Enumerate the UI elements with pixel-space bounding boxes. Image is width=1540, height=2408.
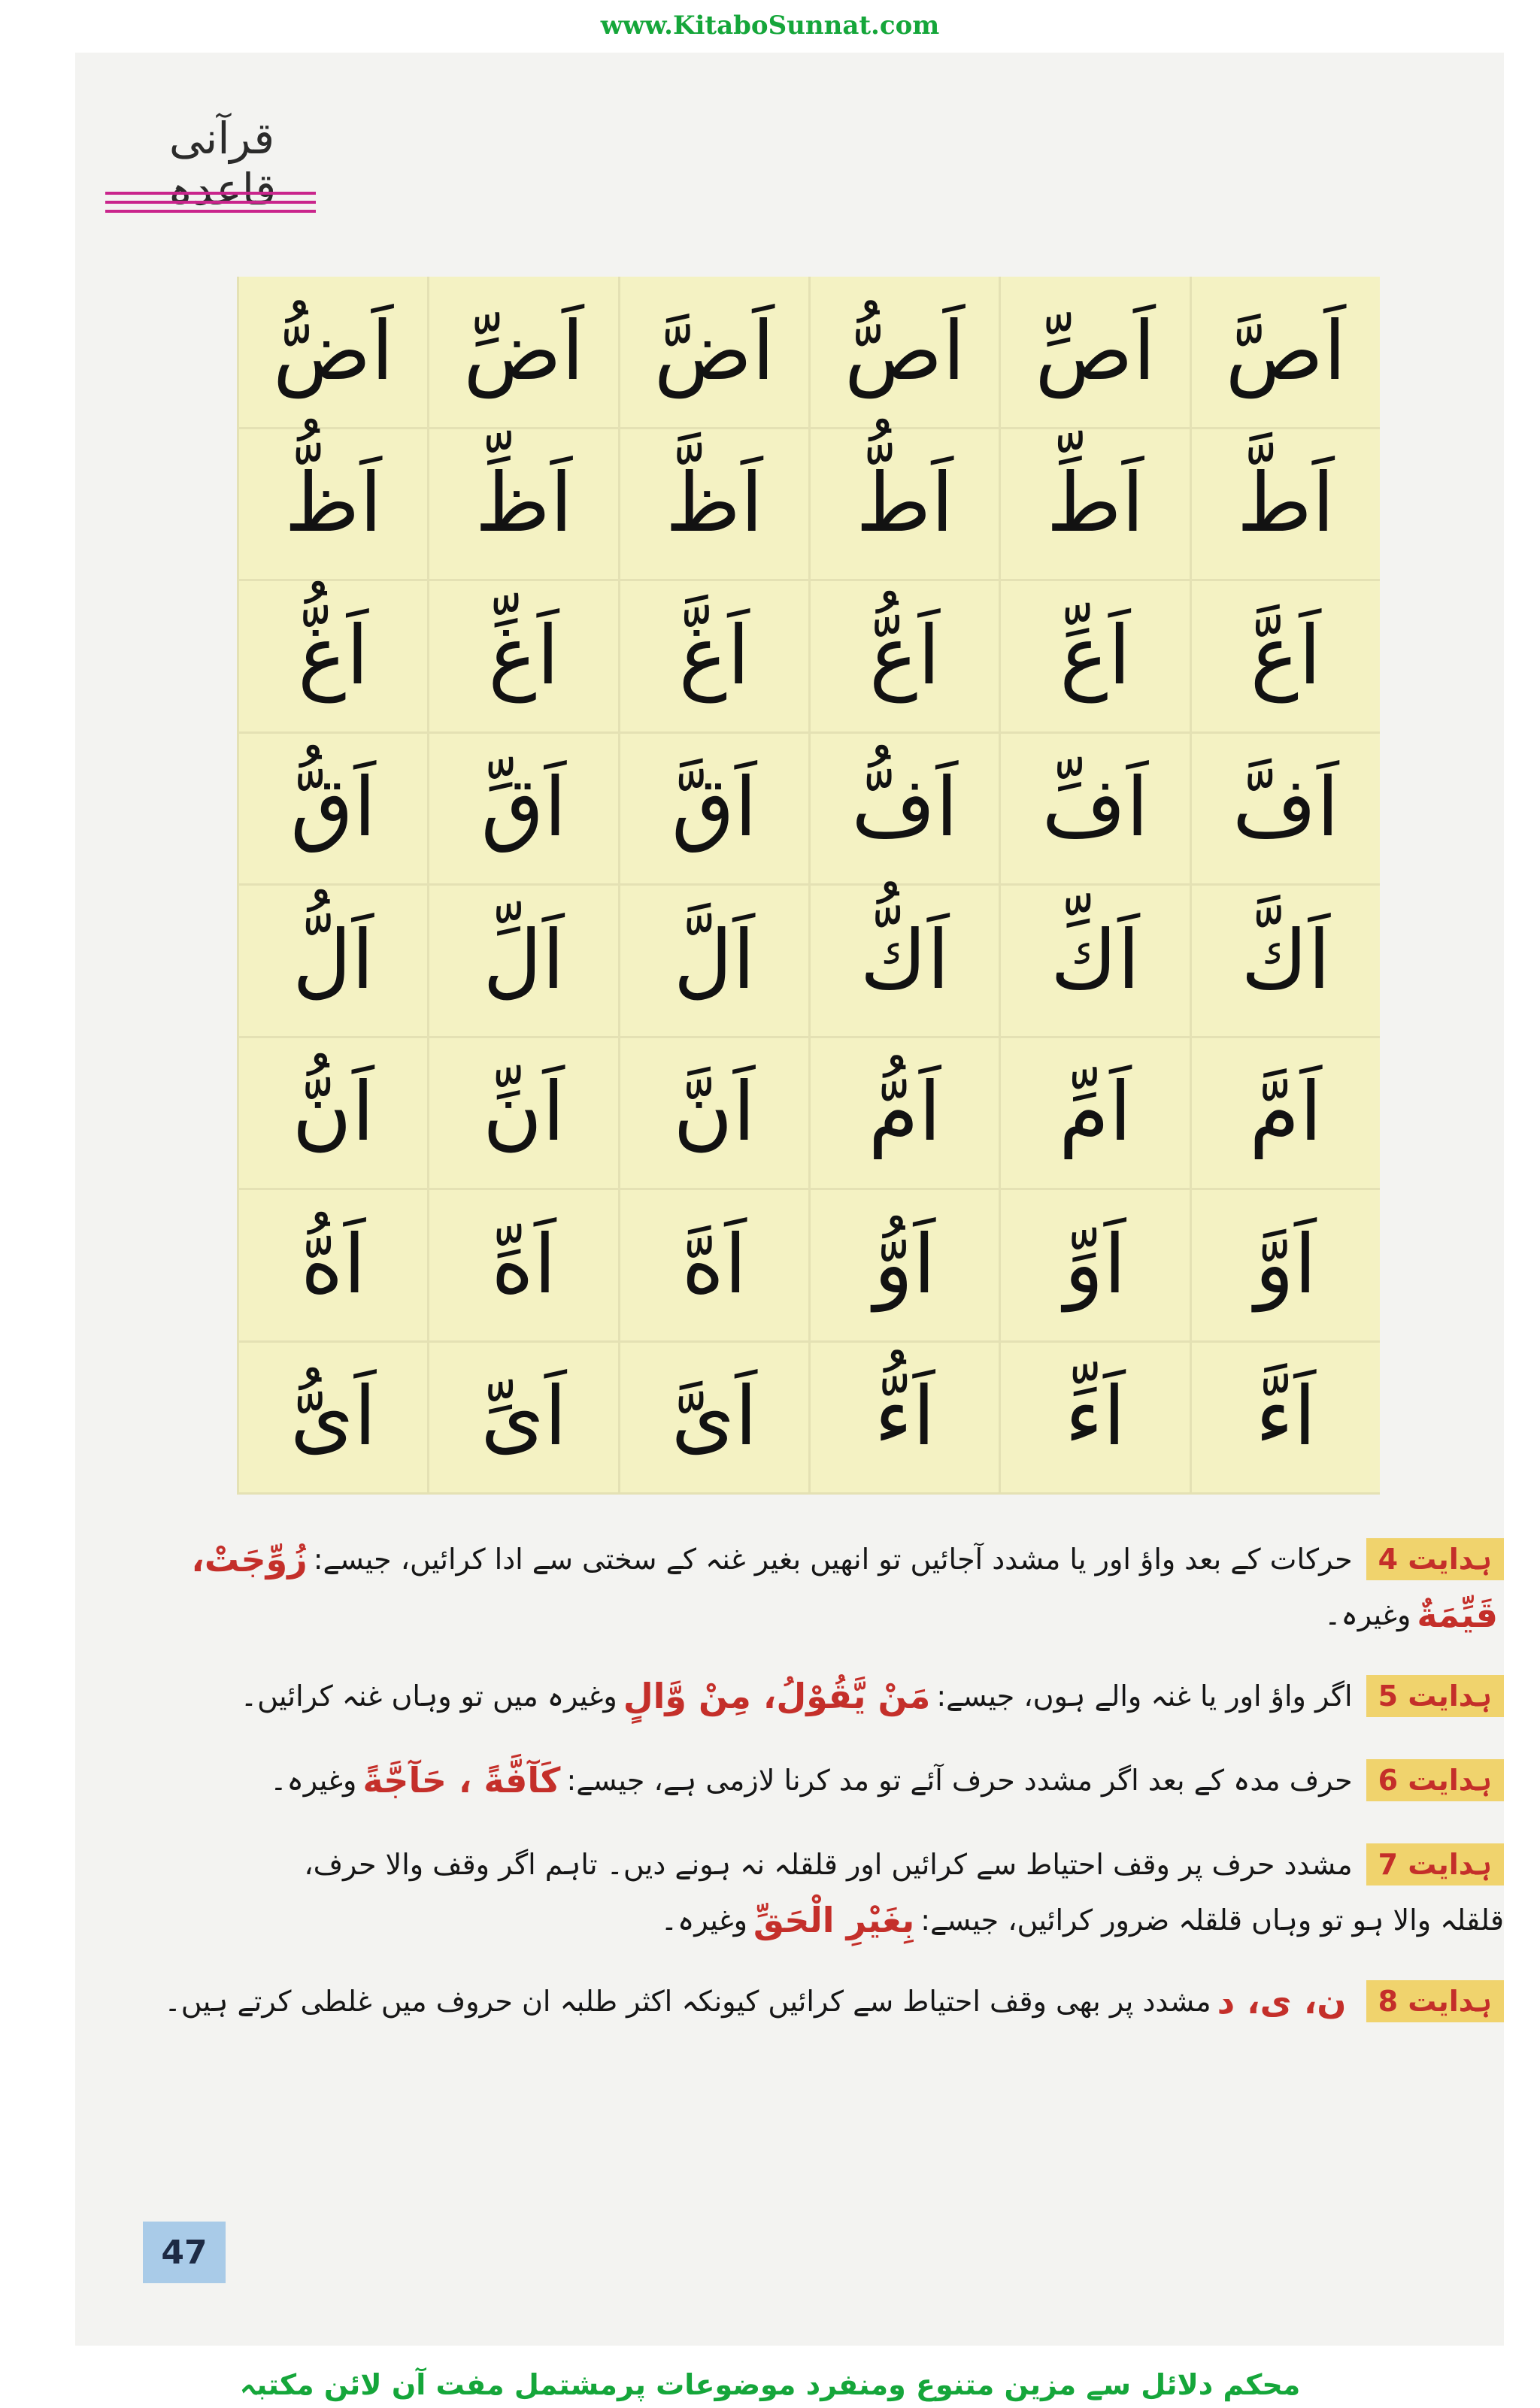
- letter-cell: اَلِّ: [427, 886, 617, 1038]
- instruction-7: [128, 1835, 1504, 1946]
- letter-cell: اَكُّ: [808, 886, 999, 1038]
- letter-cell: اَعُّ: [808, 581, 999, 734]
- letter-cell: اَوِّ: [999, 1190, 1189, 1343]
- instruction-5: [128, 1667, 1504, 1725]
- instruction-tag: ہدایت 6: [1366, 1759, 1504, 1801]
- letter-cell: اَفَّ: [1190, 734, 1380, 886]
- instruction-6: [128, 1751, 1504, 1810]
- letter-cell: اَظُّ: [237, 429, 427, 582]
- instruction-4: [128, 1530, 1504, 1641]
- letter-cell: اَصُّ: [808, 277, 999, 429]
- letter-cell: اَكِّ: [999, 886, 1189, 1038]
- instruction-text: وغیرہ۔: [1324, 1598, 1411, 1631]
- letter-cell: اَلَّ: [618, 886, 808, 1038]
- instruction-text: اگر واؤ اور یا غنہ والے ہوں، جیسے:: [936, 1680, 1353, 1713]
- book-title: قرآنی قاعدہ: [167, 113, 277, 215]
- letter-cell: اَیِّ: [427, 1343, 617, 1495]
- instruction-example: كَآفَّةً ، حَآجَّةً: [362, 1760, 561, 1801]
- instruction-8: [128, 1972, 1504, 2031]
- letter-cell: اَقِّ: [427, 734, 617, 886]
- instruction-example: زُوِّجَتْ،: [191, 1539, 308, 1580]
- instruction-text: قلقلہ والا ہو تو وہاں قلقلہ ضرور کرائیں، جیسے:: [920, 1904, 1504, 1937]
- letter-cell: اَوَّ: [1190, 1190, 1380, 1343]
- instruction-example: قَیِّمَةٌ: [1417, 1595, 1498, 1635]
- letter-cell: اَغَّ: [618, 581, 808, 734]
- letter-cell: اَصِّ: [999, 277, 1189, 429]
- letter-cell: اَمِّ: [999, 1038, 1189, 1191]
- letter-cell: اَفِّ: [999, 734, 1189, 886]
- letter-cell: اَكَّ: [1190, 886, 1380, 1038]
- letter-cell: اَنَّ: [618, 1038, 808, 1191]
- title-underline: [105, 192, 316, 213]
- instruction-example: ن، ی، د: [1217, 1981, 1347, 2022]
- letter-cell: اَیُّ: [237, 1343, 427, 1495]
- instruction-tag: ہدایت 8: [1366, 1980, 1504, 2022]
- letter-cell: اَفُّ: [808, 734, 999, 886]
- letter-cell: اَصَّ: [1190, 277, 1380, 429]
- letter-cell: اَهَّ: [618, 1190, 808, 1343]
- letter-cell: اَمَّ: [1190, 1038, 1380, 1191]
- letter-cell: اَلُّ: [237, 886, 427, 1038]
- letter-cell: اَضِّ: [427, 277, 617, 429]
- letter-cell: اَظَّ: [618, 429, 808, 582]
- letter-cell: اَضُّ: [237, 277, 427, 429]
- letter-cell: اَءِّ: [999, 1343, 1189, 1495]
- instruction-tag: ہدایت 5: [1366, 1675, 1504, 1717]
- letter-cell: اَغِّ: [427, 581, 617, 734]
- letter-cell: اَضَّ: [618, 277, 808, 429]
- letter-grid: [237, 277, 1380, 1495]
- letter-cell: اَیَّ: [618, 1343, 808, 1495]
- instruction-text: مشدد حرف پر وقف احتیاط سے کرائیں اور قلقلہ نہ ہونے دیں۔ تاہم اگر وقف والا حرف،: [304, 1848, 1353, 1881]
- letter-cell: اَطِّ: [999, 429, 1189, 582]
- letter-cell: اَطُّ: [808, 429, 999, 582]
- letter-cell: اَءَّ: [1190, 1343, 1380, 1495]
- letter-cell: اَهُّ: [237, 1190, 427, 1343]
- letter-cell: اَطَّ: [1190, 429, 1380, 582]
- letter-cell: اَمُّ: [808, 1038, 999, 1191]
- instructions-list: [128, 1530, 1504, 2056]
- instruction-text: مشدد پر بھی وقف احتیاط سے کرائیں کیونکہ اکثر طلبہ ان حروف میں غلطی کرتے ہیں۔: [164, 1985, 1211, 2018]
- instruction-example: بِغَيْرِ الْحَقِّ: [753, 1900, 915, 1940]
- letter-cell: اَنِّ: [427, 1038, 617, 1191]
- letter-cell: اَقَّ: [618, 734, 808, 886]
- letter-cell: اَقُّ: [237, 734, 427, 886]
- letter-cell: اَعِّ: [999, 581, 1189, 734]
- letter-cell: اَءُّ: [808, 1343, 999, 1495]
- letter-cell: اَهِّ: [427, 1190, 617, 1343]
- page-number: 47: [143, 2222, 226, 2283]
- instruction-text: حرکات کے بعد واؤ اور یا مشدد آجائیں تو انھیں بغیر غنہ کے سختی سے ادا کرائیں، جیسے:: [313, 1543, 1353, 1576]
- instruction-text: وغیرہ۔: [270, 1764, 357, 1797]
- footer-tagline[interactable]: محکم دلائل سے مزین متنوع ومنفرد موضوعات پرمشتمل مفت آن لائن مکتبہ: [239, 2368, 1301, 2401]
- letter-cell: اَوُّ: [808, 1190, 999, 1343]
- letter-cell: اَعَّ: [1190, 581, 1380, 734]
- instruction-tag: ہدایت 7: [1366, 1843, 1504, 1886]
- instruction-tag: ہدایت 4: [1366, 1538, 1504, 1580]
- instruction-example: مَنْ یَّقُوْلُ، مِنْ وَّالٍ: [623, 1676, 931, 1716]
- instruction-text: وغیرہ میں تو وہاں غنہ کرائیں۔: [240, 1680, 617, 1713]
- instruction-text: وغیرہ۔: [660, 1904, 747, 1937]
- letter-cell: اَغُّ: [237, 581, 427, 734]
- letter-cell: اَنُّ: [237, 1038, 427, 1191]
- instruction-text: حرف مدہ کے بعد اگر مشدد حرف آئے تو مد کرنا لازمی ہے، جیسے:: [566, 1764, 1353, 1797]
- site-url[interactable]: www.KitaboSunnat.com: [600, 11, 940, 41]
- letter-cell: اَظِّ: [427, 429, 617, 582]
